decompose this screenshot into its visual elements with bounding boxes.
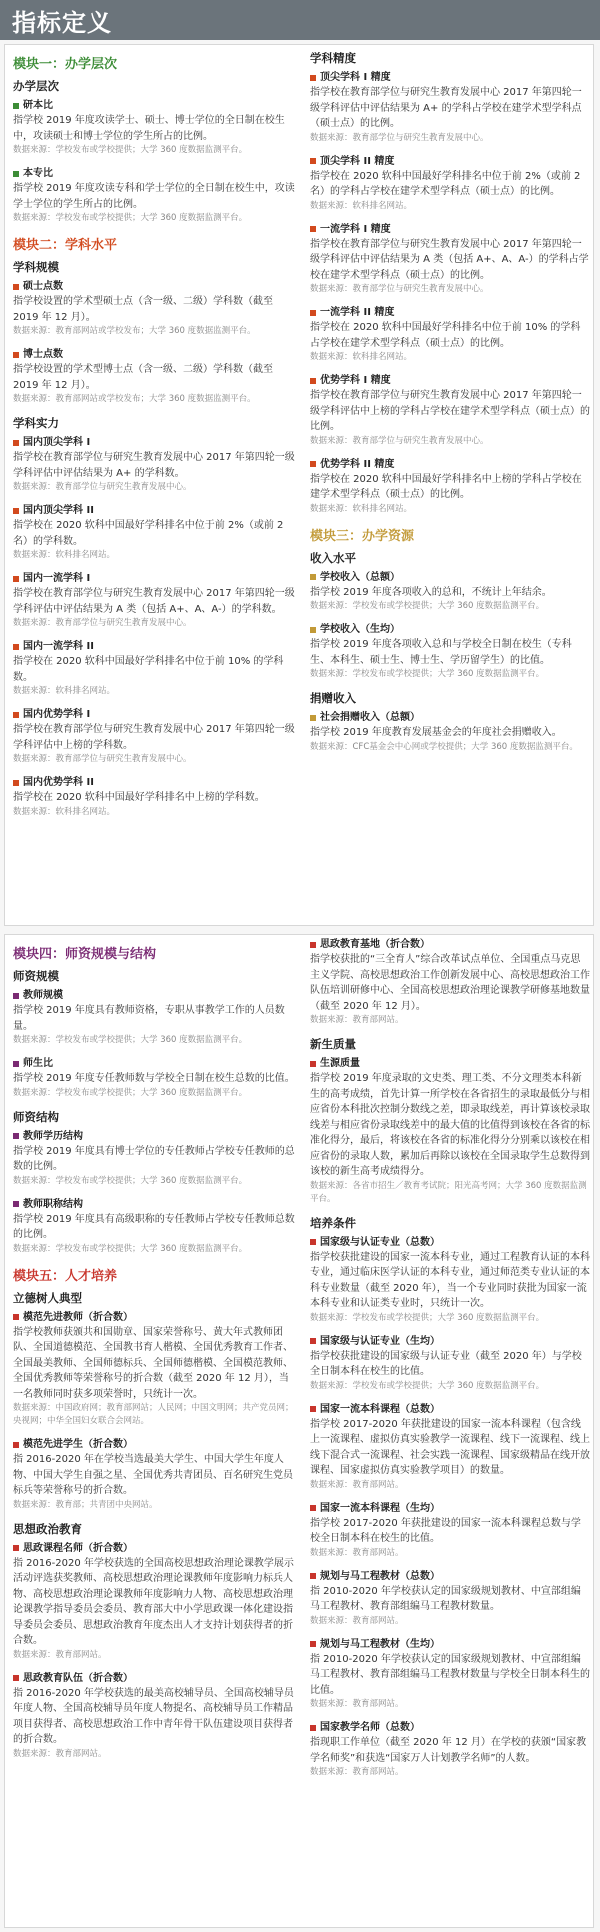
indicator-name: 国家级与认证专业（生均） <box>320 1335 440 1347</box>
indicator-label <box>310 373 590 388</box>
indicator-name: 一流学科 I 精度 <box>320 223 391 235</box>
indicator-label <box>310 1402 590 1417</box>
indicator-item <box>310 937 590 1027</box>
indicator-item <box>310 222 590 297</box>
data-source: 数据来源：教育部网站或学校发布；大学 360 度数据监测平台。 <box>13 326 256 336</box>
section-heading: 捐赠收入 <box>310 691 356 705</box>
indicator-item <box>13 1541 297 1662</box>
indicator-label <box>310 1334 590 1349</box>
square-bullet-icon <box>310 1641 316 1647</box>
indicator-label <box>13 639 297 654</box>
indicator-label <box>13 347 297 362</box>
indicator-item <box>13 639 297 698</box>
section-heading: 立德树人典型 <box>13 1290 82 1305</box>
indicator-description: 指学校在 2020 软科中国最好学科排名中上榜的学科数。 <box>13 792 265 803</box>
square-bullet-icon <box>13 103 19 109</box>
indicator-item <box>310 373 590 448</box>
indicator-label <box>13 1056 297 1071</box>
indicator-description: 指学校在 2020 软科中国最好学科排名中上榜的学科占学校在建学术型学科点（硕士点）的比例。 <box>310 473 582 500</box>
indicator-label <box>310 622 590 637</box>
square-bullet-icon <box>310 1338 316 1344</box>
data-source: 数据来源：学校发布或学校提供；大学 360 度数据监测平台。 <box>13 145 248 155</box>
indicator-label <box>310 1501 590 1516</box>
indicator-item <box>310 70 590 145</box>
indicator-name: 国家一流本科课程（总数） <box>320 1403 440 1415</box>
indicator-item <box>13 1671 297 1761</box>
indicator-label <box>310 937 590 952</box>
indicator-label <box>310 222 590 237</box>
indicator-description: 指学校 2019 年度教育发展基金会的年度社会捐赠收入。 <box>310 727 562 738</box>
data-source: 数据来源：教育部网站。 <box>310 1615 404 1626</box>
indicator-name: 国内优势学科 I <box>23 709 91 720</box>
indicator-description: 指学校获批建设的国家一流本科专业，通过工程教育认证的本科专业，通过临床医学认证的本科专业，通过师范类专业认证的本科专业数量（截至 2020 年），当一个专业同时获批为国家一流本科专业和认证类专业时，只统计一次。 <box>310 1251 590 1309</box>
indicator-label <box>13 435 297 450</box>
indicator-description: 指学校在 2020 软科中国最好学科排名中位于前 10% 的学科占学校在建学术型学科点（硕士点）的比例。 <box>310 322 581 349</box>
indicator-description: 指学校 2017-2020 年获批建设的国家一流本科课程（包含线上一流课程、虚拟仿真实验教学一流课程、线下一流课程、线上线下混合式一流课程、社会实践一流课程、国家级精品在线开放课程、国家虚拟仿真实验教学项目）的数量。 <box>310 1418 590 1476</box>
data-source: 数据来源：中国政府网；教育部网站；人民网；中国文明网；共产党员网；央视网；中华全国妇女联合会网站。 <box>13 1403 294 1426</box>
module-heading: 模块一：办学层次 <box>13 57 118 72</box>
indicator-name: 思政课程名师（折合数） <box>23 1542 133 1554</box>
data-source: 数据来源：软科排名网站。 <box>310 200 413 211</box>
square-bullet-icon <box>13 1675 19 1681</box>
indicator-item <box>310 457 590 516</box>
indicator-label <box>310 305 590 320</box>
indicator-description: 指 2016-2020 年学校获选的最美高校辅导员、全国高校辅导员年度人物、全国高校辅导员年度人物提名、高校辅导员工作精品项目获得者、高校思想政治工作中青年骨干队伍建设项目获得者的折合数。 <box>13 1687 294 1745</box>
indicator-label <box>310 1637 590 1652</box>
indicator-label <box>13 503 297 518</box>
data-source: 数据来源：学校发布或学校提供；大学 360 度数据监测平台。 <box>13 1035 248 1045</box>
indicator-name: 思政教育队伍（折合数） <box>23 1672 133 1684</box>
square-bullet-icon <box>13 712 19 718</box>
column-top-left <box>13 47 297 923</box>
indicator-item <box>310 305 590 364</box>
indicator-label <box>310 570 590 585</box>
indicator-name: 生源质量 <box>320 1058 360 1069</box>
indicator-name: 优势学科 II 精度 <box>320 458 395 470</box>
square-bullet-icon <box>13 576 19 582</box>
indicator-description: 指学校 2019 年度各项收入总和与学校全日制在校生（专科生、本科生、硕士生、博士生、学历留学生）的比值。 <box>310 639 572 666</box>
data-source: 数据来源：教育部网站。 <box>310 1479 404 1490</box>
indicator-name: 本专比 <box>23 168 53 179</box>
square-bullet-icon <box>13 1201 19 1207</box>
indicator-item <box>13 1437 297 1512</box>
square-bullet-icon <box>310 1505 316 1511</box>
indicator-description: 指学校在教育部学位与研究生教育发展中心 2017 年第四轮一级学科评估中上榜的学科占学校在建学术型学科点（硕士点）的比例。 <box>310 390 590 432</box>
module-heading: 模块五：人才培养 <box>13 1268 118 1284</box>
indicator-description: 指学校在教育部学位与研究生教育发展中心 2017 年第四轮一级学科评估中上榜的学科数。 <box>13 724 295 751</box>
data-source: 数据来源：教育部学位与研究生教育发展中心。 <box>13 482 192 492</box>
square-bullet-icon <box>310 310 316 316</box>
data-source: 数据来源：学校发布或学校提供；大学 360 度数据监测平台。 <box>13 1175 248 1186</box>
indicator-label <box>310 457 590 472</box>
indicator-item <box>13 435 297 494</box>
square-bullet-icon <box>310 942 316 948</box>
indicator-name: 国内顶尖学科 I <box>23 437 91 448</box>
column-top-right <box>310 47 590 923</box>
square-bullet-icon <box>310 1239 316 1245</box>
indicator-name: 国家教学名师（总数） <box>320 1722 420 1733</box>
panel-top <box>4 44 594 926</box>
panel-bottom <box>4 934 594 1928</box>
indicator-description: 指学校 2019 年度具有高级职称的专任教师占学校专任教师总数的比例。 <box>13 1213 295 1240</box>
data-source: 数据来源：学校发布或学校提供；大学 360 度数据监测平台。 <box>13 1243 248 1254</box>
indicator-item <box>310 1235 590 1325</box>
data-source: 数据来源：学校发布或学校提供；大学 360 度数据监测平台。 <box>310 669 545 679</box>
section-heading: 学科精度 <box>310 51 356 65</box>
square-bullet-icon <box>13 508 19 514</box>
data-source: 数据来源：教育部学位与研究生教育发展中心。 <box>310 284 489 294</box>
indicator-item <box>310 1056 590 1206</box>
square-bullet-icon <box>13 352 19 358</box>
indicator-item <box>310 154 590 213</box>
indicator-description: 指学校 2019 年度专任教师数与学校全日制在校生总数的比值。 <box>13 1073 295 1084</box>
square-bullet-icon <box>13 1442 19 1448</box>
indicator-item <box>310 570 590 614</box>
indicator-label <box>13 775 297 790</box>
indicator-item <box>310 1569 590 1628</box>
square-bullet-icon <box>13 1545 19 1551</box>
indicator-name: 国内一流学科 I <box>23 573 91 584</box>
indicator-label <box>310 70 590 85</box>
indicator-label <box>13 1197 297 1212</box>
indicator-description: 指 2010-2020 年学校获认定的国家级规划教材、中宣部组编马工程教材、教育部组编马工程教材数量。 <box>310 1585 581 1612</box>
module-heading: 模块四：师资规模与结构 <box>13 947 157 962</box>
square-bullet-icon <box>13 1133 19 1139</box>
indicator-item <box>310 622 590 681</box>
indicator-name: 国内顶尖学科 II <box>23 505 94 516</box>
indicator-label <box>310 710 590 725</box>
indicator-name: 规划与马工程教材（生均） <box>320 1638 440 1650</box>
indicator-name: 国家一流本科课程（生均） <box>320 1502 440 1514</box>
data-source: 数据来源：软科排名网站。 <box>13 550 116 560</box>
indicator-label <box>310 1720 590 1735</box>
indicator-label <box>310 1235 590 1250</box>
indicator-label <box>13 988 297 1003</box>
square-bullet-icon <box>310 1573 316 1579</box>
square-bullet-icon <box>13 1314 19 1320</box>
indicator-description: 指学校 2019 年度各项收入的总和，不统计上年结余。 <box>310 586 552 598</box>
data-source: 数据来源：教育部学位与研究生教育发展中心。 <box>13 618 192 628</box>
indicator-label <box>13 279 297 294</box>
indicator-item <box>310 1637 590 1712</box>
indicator-name: 学校收入（生均） <box>320 624 400 635</box>
indicator-description: 指学校 2019 年度具有教师资格，专职从事教学工作的人员数量。 <box>13 1005 285 1032</box>
indicator-description: 指学校在教育部学位与研究生教育发展中心 2017 年第四轮一级学科评估中评估结果为 A 类（包括 A+、A、A-）的学科数。 <box>13 588 295 615</box>
data-source: 数据来源：教育部网站。 <box>310 1015 404 1025</box>
module-heading: 模块二：学科水平 <box>13 238 118 253</box>
indicator-name: 师生比 <box>23 1058 53 1069</box>
indicator-name: 模范先进学生（折合数） <box>23 1439 133 1450</box>
square-bullet-icon <box>310 627 316 633</box>
indicator-item <box>310 1501 590 1560</box>
indicator-item <box>13 988 297 1047</box>
indicator-item <box>310 1334 590 1393</box>
data-source: 数据来源：学校发布或学校提供；大学 360 度数据监测平台。 <box>13 1087 248 1098</box>
indicator-item <box>13 166 297 225</box>
data-source: 数据来源：学校发布或学校提供；大学 360 度数据监测平台。 <box>13 213 248 223</box>
title-bar <box>0 0 600 40</box>
section-heading: 师资结构 <box>13 1109 59 1124</box>
indicator-name: 国家级与认证专业（总数） <box>320 1236 440 1248</box>
indicator-label <box>13 1129 297 1144</box>
indicator-item <box>13 707 297 766</box>
square-bullet-icon <box>310 158 316 164</box>
indicator-item <box>13 347 297 406</box>
indicator-description: 指学校获批的“三全育人”综合改革试点单位、全国重点马克思主义学院、高校思想政治工作创新发展中心、高校思想政治工作队伍培训研修中心、全国高校思想政治理论课教学研修基地数量（截至 2020 年 12 月）。 <box>310 954 590 1012</box>
data-source: 数据来源：教育部网站。 <box>310 1767 404 1777</box>
data-source: 数据来源：学校发布或学校提供；大学 360 度数据监测平台。 <box>310 1312 545 1323</box>
indicator-description: 指学校 2017-2020 年获批建设的国家一流本科课程总数与学校全日制本科在校生的比值。 <box>310 1517 581 1544</box>
indicator-label <box>13 1541 297 1556</box>
indicator-description: 指现职工作单位（截至 2020 年 12 月）在学校的获颁“国家教学名师奖”和获选“国家万人计划教学名师”的人数。 <box>310 1737 587 1764</box>
indicator-name: 博士点数 <box>23 349 63 360</box>
data-source: 数据来源：教育部学位与研究生教育发展中心。 <box>310 132 489 143</box>
section-heading: 学科实力 <box>13 416 59 430</box>
indicator-name: 教师规模 <box>23 990 63 1001</box>
square-bullet-icon <box>310 378 316 384</box>
column-bottom-right <box>310 937 590 1925</box>
indicator-item <box>13 1056 297 1100</box>
data-source: 数据来源：软科排名网站。 <box>13 806 116 817</box>
indicator-label <box>13 1437 297 1452</box>
indicator-label <box>13 98 297 113</box>
section-heading: 办学层次 <box>13 79 59 93</box>
data-source: 数据来源：教育部网站。 <box>310 1547 404 1558</box>
indicator-item <box>310 710 590 754</box>
square-bullet-icon <box>13 780 19 786</box>
indicator-name: 思政教育基地（折合数） <box>320 939 430 950</box>
indicator-item <box>13 279 297 338</box>
data-source: 数据来源：软科排名网站。 <box>310 352 413 362</box>
indicator-item <box>13 1129 297 1188</box>
indicator-item <box>13 98 297 157</box>
indicator-item <box>310 1402 590 1492</box>
section-heading: 学科规模 <box>13 260 59 274</box>
indicator-description: 指 2010-2020 年学校获认定的国家级规划教材、中宣部组编马工程教材、教育部组编马工程教材数量与学校全日制本科生的比值。 <box>310 1653 590 1696</box>
indicator-description: 指学校设置的学术型硕士点（含一级、二级）学科数（截至 2019 年 12 月）。 <box>13 296 273 323</box>
indicator-name: 一流学科 II 精度 <box>320 307 395 318</box>
data-source: 数据来源：教育部学位与研究生教育发展中心。 <box>13 754 192 764</box>
indicator-name: 国内优势学科 II <box>23 777 94 788</box>
indicator-description: 指学校教师获颁共和国勋章、国家荣誉称号、黄大年式教师团队、全国道德模范、全国教书育人楷模、全国优秀教育工作者、全国最美教师、全国师德标兵、全国师德楷模、全国模范教师、全国优秀教师等荣誉称号的折合数（截至 2020 年 12 月），当一名教师同时获多项荣誉时，只统计一次。 <box>13 1326 293 1400</box>
page-title: 指标定义 <box>12 9 112 37</box>
data-source: 数据来源：学校发布或学校提供；大学 360 度数据监测平台。 <box>310 1380 545 1391</box>
indicator-name: 教师职称结构 <box>23 1198 83 1210</box>
indicator-item <box>13 1197 297 1256</box>
square-bullet-icon <box>13 644 19 650</box>
square-bullet-icon <box>13 284 19 290</box>
data-source: 数据来源：教育部网站或学校发布；大学 360 度数据监测平台。 <box>13 394 256 404</box>
indicator-label <box>310 154 590 169</box>
indicator-label <box>13 1310 297 1325</box>
indicator-item <box>13 775 297 819</box>
square-bullet-icon <box>13 1061 19 1067</box>
indicator-description: 指学校获批建设的国家级与认证专业（截至 2020 年）与学校全日制本科在校生的比值。 <box>310 1350 582 1377</box>
square-bullet-icon <box>310 1725 316 1731</box>
indicator-name: 社会捐赠收入（总额） <box>320 712 420 723</box>
data-source: 数据来源：教育部网站。 <box>310 1699 404 1709</box>
square-bullet-icon <box>13 993 19 999</box>
indicator-description: 指学校 2019 年度具有博士学位的专任教师占学校专任教师的总数的比例。 <box>13 1145 295 1172</box>
indicator-description: 指学校在 2020 软科中国最好学科排名中位于前 2%（或前 2 名）的学科数。 <box>13 520 284 547</box>
section-heading: 新生质量 <box>310 1037 356 1051</box>
data-source: 数据来源：教育部；共青团中央网站。 <box>13 1499 158 1510</box>
data-source: 数据来源：各省市招生／教育考试院；阳光高考网；大学 360 度数据监测平台。 <box>310 1180 587 1204</box>
data-source: 数据来源：软科排名网站。 <box>310 503 413 514</box>
indicator-label <box>13 571 297 586</box>
square-bullet-icon <box>310 574 316 580</box>
indicator-label <box>13 1671 297 1686</box>
data-source: 数据来源：学校发布或学校提供；大学 360 度数据监测平台。 <box>310 601 545 611</box>
indicator-description: 指学校 2019 年度攻读专科和学士学位的全日制在校生中，攻读学士学位的学生所占的比例。 <box>13 183 295 210</box>
indicator-description: 指学校 2019 年度录取的文史类、理工类、不分文理类本科新生的高考成绩，首先计算一所学校在各省招生的录取最低分与相应省份本科批次控制分数线之差，即录取线差，再计算该校录取线差与相应省份录取线差中的最大值的比值得到该校在各省的标准化得分，最后，将该校在各省的标准化得分分别乘以该校在相应省份的录取人数，累加后再除以该校在全国录取学生总数得到该校的新生高考成绩得分。 <box>310 1073 590 1177</box>
indicator-name: 顶尖学科 II 精度 <box>320 155 395 167</box>
square-bullet-icon <box>310 1061 316 1067</box>
indicator-name: 顶尖学科 I 精度 <box>320 72 391 83</box>
square-bullet-icon <box>310 226 316 232</box>
data-source: 数据来源：教育部学位与研究生教育发展中心。 <box>310 435 489 446</box>
indicator-item <box>310 1720 590 1779</box>
indicator-label <box>13 707 297 722</box>
module-heading: 模块三：办学资源 <box>310 528 415 544</box>
indicator-name: 国内一流学科 II <box>23 641 94 652</box>
square-bullet-icon <box>310 75 316 81</box>
section-heading: 师资规模 <box>13 969 59 983</box>
indicator-name: 优势学科 I 精度 <box>320 375 391 386</box>
indicator-name: 硕士点数 <box>23 281 63 292</box>
indicator-description: 指学校设置的学术型博士点（含一级、二级）学科数（截至 2019 年 12 月）。 <box>13 364 273 391</box>
indicator-description: 指学校在教育部学位与研究生教育发展中心 2017 年第四轮一级学科评估中评估结果为 A 类（包括 A+、A、A-）的学科占学校在建学术型学科点（硕士点）的比例。 <box>310 238 589 281</box>
indicator-item <box>13 503 297 562</box>
indicator-description: 指学校在教育部学位与研究生教育发展中心 2017 年第四轮一级学科评估中评估结果为 A+ 的学科占学校在建学术型学科点（硕士点）的比例。 <box>310 87 582 129</box>
indicator-description: 指学校在 2020 软科中国最好学科排名中位于前 10% 的学科数。 <box>13 656 284 683</box>
indicator-name: 学校收入（总额） <box>320 571 400 583</box>
data-source: 数据来源：CFC基金会中心网或学校提供；大学 360 度数据监测平台。 <box>310 741 578 752</box>
indicator-item <box>13 1310 297 1429</box>
square-bullet-icon <box>13 171 19 177</box>
section-heading: 思想政治教育 <box>13 1521 82 1536</box>
indicator-description: 指学校在教育部学位与研究生教育发展中心 2017 年第四轮一级学科评估中评估结果为 A+ 的学科数。 <box>13 452 295 479</box>
column-bottom-left <box>13 937 297 1925</box>
indicator-label <box>310 1056 590 1071</box>
data-source: 数据来源：软科排名网站。 <box>13 686 116 696</box>
indicator-description: 指学校在 2020 软科中国最好学科排名中位于前 2%（或前 2 名）的学科占学校在建学术型学科点（硕士点）的比例。 <box>310 170 581 197</box>
indicator-item <box>13 571 297 630</box>
indicator-name: 规划与马工程教材（总数） <box>320 1570 440 1582</box>
square-bullet-icon <box>310 461 316 467</box>
data-source: 数据来源：教育部网站。 <box>13 1748 107 1759</box>
indicator-name: 研本比 <box>23 100 53 111</box>
indicator-name: 教师学历结构 <box>23 1130 83 1142</box>
square-bullet-icon <box>310 715 316 721</box>
indicator-description: 指 2016-2020 年在学校当选最美大学生、中国大学生年度人物、中国大学生自强之星、全国优秀共青团员、百名研究生党员标兵等荣誉称号的折合数。 <box>13 1454 293 1496</box>
section-heading: 收入水平 <box>310 550 356 565</box>
data-source: 数据来源：教育部网站。 <box>13 1649 107 1660</box>
indicator-label <box>13 166 297 181</box>
square-bullet-icon <box>310 1406 316 1412</box>
indicator-name: 模范先进教师（折合数） <box>23 1311 133 1323</box>
indicator-label <box>310 1569 590 1584</box>
square-bullet-icon <box>13 440 19 446</box>
indicator-description: 指学校 2019 年度攻读学士、硕士、博士学位的全日制在校生中，攻读硕士和博士学位的学生所占的比例。 <box>13 115 285 142</box>
indicator-description: 指 2016-2020 年学校获选的全国高校思想政治理论课教学展示活动评选获奖教师、高校思想政治理论课教师年度影响力标兵人物、高校思想政治理论课教师年度影响力人物、高校思想政治理论课教学指导委员会委员、教育部大中小学思政课一体化建设指导委员会委员、思想政治教育年度杰出人才支持计划获得者的折合数。 <box>13 1557 294 1646</box>
section-heading: 培养条件 <box>310 1215 356 1230</box>
